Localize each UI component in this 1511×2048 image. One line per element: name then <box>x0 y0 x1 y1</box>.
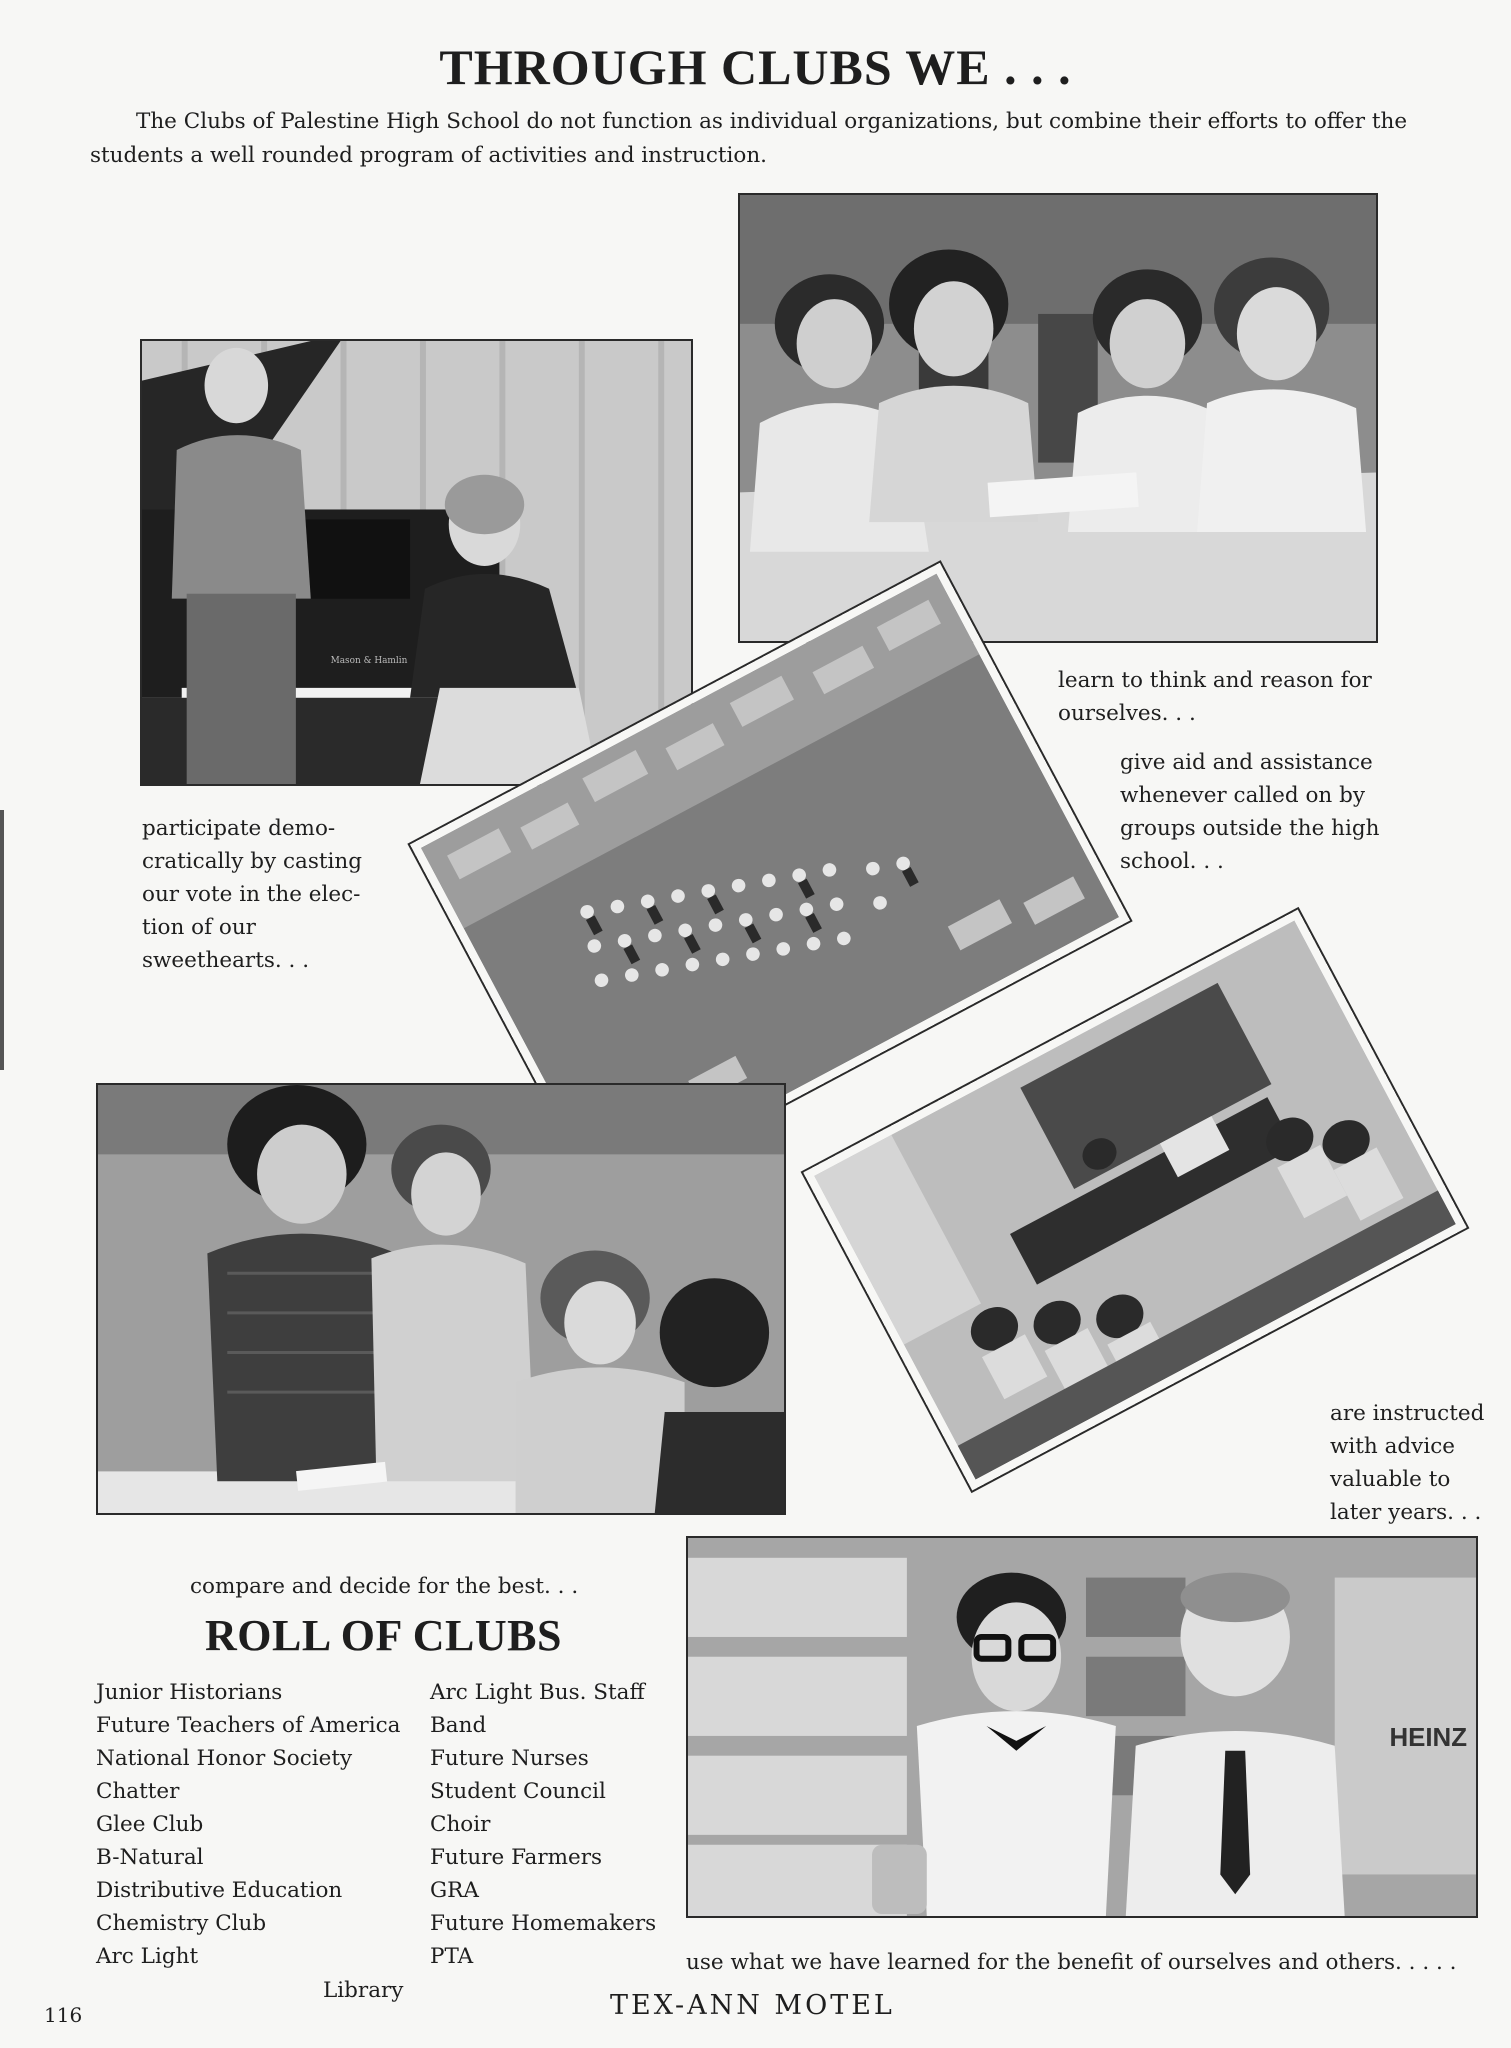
roll-left-column <box>96 1676 400 1973</box>
club-name: Junior Historians <box>96 1680 283 1705</box>
caption-think: learn to think and reason for ourselves. . . <box>1058 668 1372 726</box>
club-name: Future Teachers of America <box>96 1713 401 1738</box>
photo-piano <box>140 339 693 786</box>
club-name: Future Nurses <box>430 1746 589 1771</box>
club-name: PTA <box>430 1944 474 1969</box>
caption-compare: compare and decide for the best. . . <box>190 1574 579 1599</box>
club-name: Student Council <box>430 1779 606 1804</box>
photo-grocery <box>686 1536 1478 1918</box>
club-name: Choir <box>430 1812 491 1837</box>
photo-girls-at-table <box>738 193 1378 643</box>
club-name: Chatter <box>96 1779 180 1804</box>
piano-brand-label: Mason & Hamlin <box>330 656 408 667</box>
binding-edge <box>0 810 4 1070</box>
caption-vote: participate demo- cratically by casting our vote in the elec- tion of our sweethearts. . . <box>142 816 363 973</box>
club-name: GRA <box>430 1878 479 1903</box>
club-name: Arc Light <box>96 1944 199 1969</box>
caption-aid: give aid and assistance whenever called on by groups outside the high school. . . <box>1120 750 1380 874</box>
club-name: Arc Light Bus. Staff <box>430 1680 645 1705</box>
roll-right-column <box>430 1676 656 1973</box>
club-name: National Honor Society <box>96 1746 353 1771</box>
club-name: Future Homemakers <box>430 1911 657 1936</box>
club-name: Glee Club <box>96 1812 204 1837</box>
photo-girls-comparing <box>96 1083 786 1515</box>
club-name: B-Natural <box>96 1845 204 1870</box>
club-name: Future Farmers <box>430 1845 603 1870</box>
club-name: Band <box>430 1713 487 1738</box>
roll-of-clubs-title: ROLL OF CLUBS <box>205 1611 562 1660</box>
caption-use: use what we have learned for the benefit of ourselves and others. . . . . <box>686 1950 1457 1975</box>
intro-paragraph: The Clubs of Palestine High School do not function as individual organizations, but combine their efforts to offer the students a well rounded program of activities and instruction. <box>90 109 1408 168</box>
page-number: 116 <box>44 2003 83 2027</box>
heinz-sign: HEINZ <box>1389 1723 1467 1752</box>
footer-sponsor: TEX-ANN MOTEL <box>610 1990 895 2021</box>
page-title: THROUGH CLUBS WE . . . <box>439 39 1072 95</box>
club-library: Library <box>323 1978 404 2003</box>
club-name: Distributive Education <box>96 1878 343 1903</box>
club-name: Chemistry Club <box>96 1911 267 1936</box>
caption-instructed: are instructed with advice valuable to later years. . . <box>1330 1401 1485 1525</box>
